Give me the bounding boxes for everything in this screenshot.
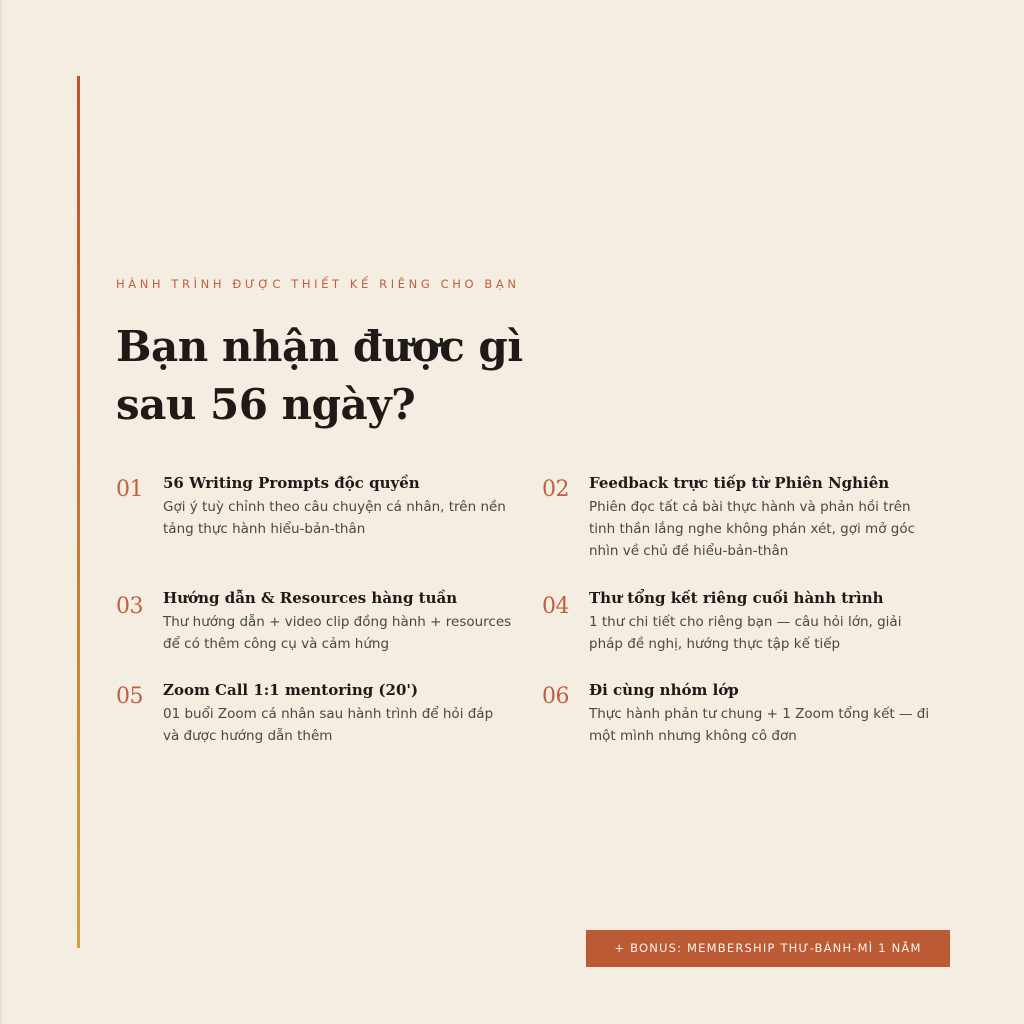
feature-title: 56 Writing Prompts độc quyền [163, 474, 420, 492]
title-line-1: Bạn nhận được gì [116, 322, 523, 371]
feature-description: Thực hành phản tư chung + 1 Zoom tổng kết — đi một mình nhưng không cô đơn [589, 706, 930, 744]
feature-description: Gợi ý tuỳ chỉnh theo câu chuyện cá nhân, trên nền tảng thực hành hiểu-bản-thân [163, 499, 506, 537]
feature-number: 06 [542, 684, 569, 709]
feature-title: Thư tổng kết riêng cuối hành trình [589, 589, 884, 607]
bonus-badge: + BONUS: MEMBERSHIP THƯ-BÁNH-MÌ 1 NĂM [586, 930, 950, 967]
page-title [116, 318, 556, 434]
feature-number: 03 [116, 594, 143, 619]
feature-title: Đi cùng nhóm lớp [589, 681, 739, 699]
feature-description: Phiên đọc tất cả bài thực hành và phản hồi trên tinh thần lắng nghe không phán xét, gợi mở góc nhìn về chủ đề hiểu-bản-thân [589, 499, 916, 559]
frame-edge [0, 0, 2, 1024]
feature-title: Feedback trực tiếp từ Phiên Nghiên [589, 474, 890, 492]
title-line-2: sau 56 ngày? [116, 380, 416, 429]
feature-description: 1 thư chi tiết cho riêng bạn — câu hỏi lớn, giải pháp đề nghị, hướng thực tập kế tiếp [589, 614, 902, 652]
feature-title: Zoom Call 1:1 mentoring (20') [163, 681, 419, 699]
feature-title: Hướng dẫn & Resources hàng tuần [163, 589, 458, 607]
accent-vertical-line [77, 76, 80, 948]
eyebrow-label: HÀNH TRÌNH ĐƯỢC THIẾT KẾ RIÊNG CHO BẠN [116, 277, 520, 291]
feature-description: Thư hướng dẫn + video clip đồng hành + resources để có thêm công cụ và cảm hứng [163, 614, 512, 652]
feature-number: 01 [116, 477, 143, 502]
feature-description: 01 buổi Zoom cá nhân sau hành trình để hỏi đáp và được hướng dẫn thêm [163, 706, 494, 744]
feature-number: 05 [116, 684, 143, 709]
feature-number: 02 [542, 477, 569, 502]
feature-number: 04 [542, 594, 569, 619]
